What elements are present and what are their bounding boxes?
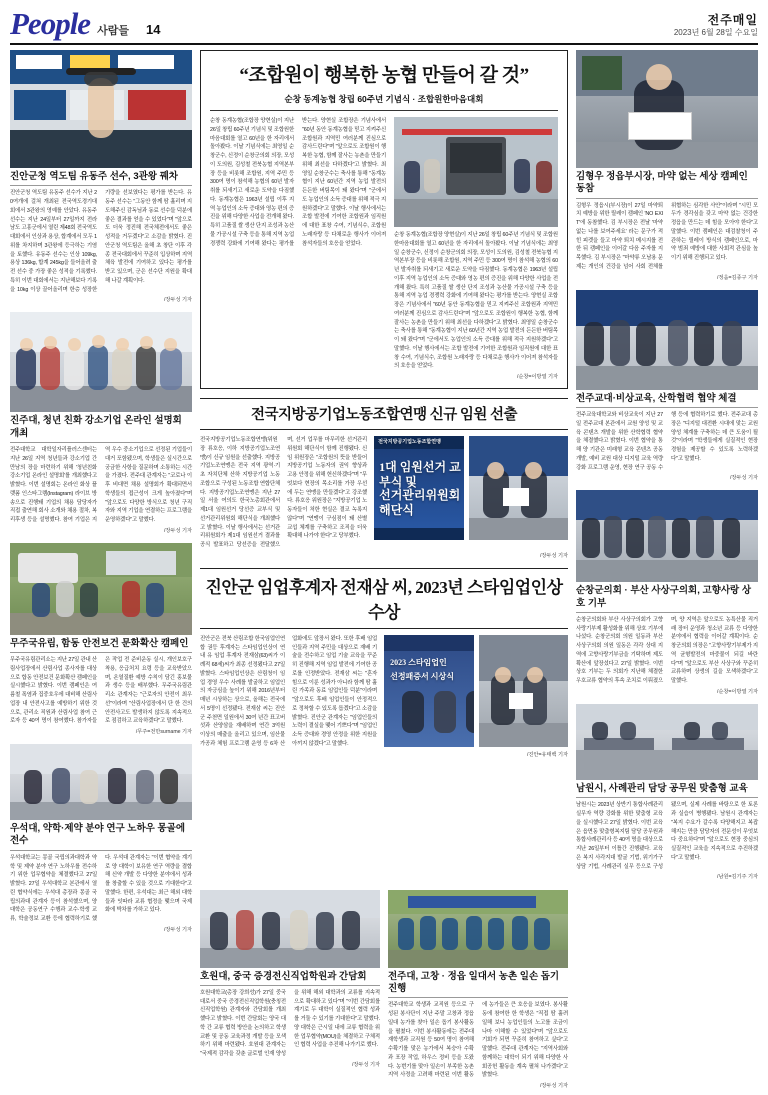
article-title: 전국지방공기업노동조합연맹 신규 임원 선출	[200, 398, 568, 430]
photo-caption: 김형우 정읍부시장, 마약 없는 세상 캠페인 동참	[576, 168, 758, 199]
center-column	[200, 50, 568, 942]
photo-forest-campaign	[10, 543, 192, 635]
poster-line1: 1대 임원선거 교부식 및	[379, 460, 461, 489]
article-body: 진안군은 전북 산림조합 한국임업인연합 권등 후계자는 스타임업인상이 연내 유 임업 후계자 전재삼(63)씨가 이례적 68세)씨가 최종 선정됐다고 27일 밝혔다. 스타임업인상은 산림청이 임업 경영 우수 사례를 발굴하고 임업인의 자긍심을 높이기 위해 2016년부터 매년 시상하는 상으로, 올해는 전국에서 5명이 선정됐다. 전재삼 씨는 진안군 주천면 일원에서 30여 년간 표고버섯과 산양삼을 재배하며 연간 3억원 이상의 매출을 올리고 있으며, 임산물 가공과 체험 프로그램 운영 등 6차 산업화에도 앞장서 왔다. 또한 후배 임업인들과 지역 주민을 대상으로 재배 기술을 전수하고 임업 기술 교육을 꾸준히 진행해 지역 임업 발전에 기여한 공로를 인정받았다. 전재삼 씨는 "혼자 힘으로 이룬 성과가 아니라 함께 땀 흘린 가족과 동료 임업인들 덕분"이라며 "앞으로도 후배 임업인들이 안정적으로 정착할 수 있도록 돕겠다"고 소감을 밝혔다. 진안군 관계자는 "임업인들의 노력이 결실을 맺어 기쁘다"며 "임업인 소득 증대와 경영 안정을 위한 지원을 아끼지 않겠다"고 말했다.	[200, 635, 378, 747]
article-public-enterprise-union	[200, 398, 568, 559]
article-byline: /순창=이방열 기자	[717, 688, 758, 695]
article-sunchang-busan-donation	[576, 490, 758, 695]
photo-volunteer-group	[388, 890, 568, 968]
article-jeonju-farm-help	[388, 890, 568, 1089]
article-body: 무주국유림관리소는 지난 27일 관내 산림사업장에서 산림사업 종사자를 대상으로 합동 안전보건 문화확산 캠페인을 실시했다고 밝혔다. 이번 캠페인은 여름철 폭염과 집중호우에 대비해 산림사업장 내 안전사고를 예방하기 위한 것으로, 관리소 직원과 산림사업 참여 근로자 등 40여 명이 참여했다. 참가자들은 작업 전 준비운동 실시, 개인보호구 착용, 응급처치 요령 등을 교육받았으며, 온열질환 예방 수칙이 담긴 홍보물과 생수 등을 배부했다. 무주국유림관리소 관계자는 "근로자의 안전이 최우선"이라며 "산림사업장에서 단 한 건의 안전사고도 발생하지 않도록 지속적으로 점검하고 교육하겠다"고 말했다.	[10, 657, 192, 725]
article-byline: /남원=김기주 기자	[717, 874, 758, 881]
article-body: 김형우 정읍시(부시장)이 27일 마약퇴치 예방을 위한 릴레이 캠페인 'NO EXIT'에 동참했다. 김 부시장은 전날 '마약 없는 나를 보여주세요' 라는 문구가 적힌 피켓을 들고 마약 퇴치 메시지를 전한 뒤 캠페인을 이어갈 다음 주자를 지목했다. 김 부시장은 "마약류 오남용 문제는 개인의 건강을 넘어 사회 전체를 위협하는 심각한 사안"이라며 "시민 모두가 경각심을 갖고 마약 없는 건강한 정읍을 만드는 데 힘을 모아야 한다"고 말했다. 이번 캠페인은 대검찰청이 주관하는 릴레이 방식의 캠페인으로, 마약 범죄 예방에 대한 사회적 관심을 높이기 위해 진행되고 있다.	[576, 202, 758, 270]
article-body: 전국지방공기업노동조합연맹(위원장 류호응, 이하 지방공기업노조연맹)이 신규 임원을 선출했다. 지방공기업노조연맹은 전국 지역 광역·기초 자치단체 산하 지방공기업 노동조합으로 구성된 노동조합 연합단체다. 지방공기업노조연맹은 지난 27일 서울 여의도 한국노총회관에서 제1대 임원선거 당선증 교부식 및 선거관리위원회 해단식을 개최했다고 밝혔다. 이날 행사에서는 선거관리위원회가 제1대 임원선거 결과를 공식 발표하고 당선증을 전달했으며, 선거 업무를 마무리한 선거관리위원회 해단식이 함께 진행됐다. 신임 위원장은 "조합원의 뜻을 받들어 지방공기업 노동자의 권익 향상과 고용 안정을 위해 헌신하겠다"며 "무엇보다 현장의 목소리를 가장 우선에 두는 연맹을 만들겠다"고 강조했다. 류호응 위원장은 "지방공기업 노동자들이 처한 현실은 결코 녹록지 않다"며 "연맹이 구심점이 돼 산별 교섭 체계를 구축하고 조직을 더욱 확대해 나가야 한다"고 당부했다.	[200, 437, 368, 548]
photo-weightlifting	[10, 50, 192, 168]
article-byline: /정읍=김종구 기자	[717, 274, 758, 281]
article-byline: /진안=유태백 기자	[527, 751, 568, 758]
article-byline: /장두성 기자	[730, 475, 758, 482]
photo-caption: 순창군의회 · 부산 사상구의회, 고향사랑 상호 기부	[576, 582, 758, 613]
photo-council-group	[576, 490, 758, 582]
masthead-logo: People	[10, 6, 91, 41]
article-body: 우석대학교는 몽골 국립의과대학과 약학 및 제약 분야 연구 노하우를 전수하기 위한 업무협약을 체결했다고 27일 밝혔다. 27일 우석대학교 본관에서 열린 협약식에는 우석대 총장과 몽골 국립의과대 관계자 등이 참석했으며, 양 대학은 공동연구 수행과 교수·학생 교류, 학술정보 교환 등에 협력하기로 했다. 우석대 관계자는 "이번 협약을 계기로 양 대학이 보유한 연구 역량을 결합해 신약 개발 등 다양한 분야에서 성과를 창출할 수 있을 것으로 기대한다"고 말했다. 한편, 우석대는 최근 해외 대학들과 잇따라 교류 협정을 맺으며 국제화에 박차를 가하고 있다.	[10, 854, 192, 923]
lead-body-left: 순창 동계농협(조합장 양현실)이 지난 26일 창립 60주년 기념식 및 조합원한마음대회를 열고 60년을 한 자리에서 돌아봤다. 이날 기념식에는 최영일 순창군수, 신정이 순창군의회 의장, 모성이 도의원, 김성철 전북농협 지역본부장 등을 비롯해 조합원, 지역 주민 등 300여 명이 참석해 농협의 60년 발자취를 되새기고 새로운 도약을 다짐했다. 동계농협은 1963년 설립 이후 지역 농업인의 소득 증대와 영농 편의 증진을 위해 다양한 사업을 전개해 왔다. 특히 고품질 쌀 생산 단지 조성과 농산물 가공시설 구축 등을 통해 지역 농업 경쟁력 강화에 기여해 왔다는 평가를 받는다. 양현실 조합장은 기념사에서 "60년 동안 동계농협을 믿고 지켜주신 조합원과 지역민 여러분께 진심으로 감사드린다"며 "앞으로도 조합원이 행복한 농협, 함께 잘사는 농촌을 만들기 위해 최선을 다하겠다"고 밝혔다. 최영일 순창군수는 축사를 통해 "동계농협이 지난 60년간 지역 농업 발전의 든든한 버팀목이 돼 왔다"며 "군에서도 농업인의 소득 증대를 위해 적극 지원하겠다"고 말했다. 이날 행사에서는 조합 발전에 기여한 조합원과 임직원에 대한 표창 수여, 기념식수, 조합원 노래자랑 등 다채로운 행사가 이어져 참석자들의 호응을 얻었다.	[210, 118, 387, 247]
article-muju-campaign	[10, 543, 192, 735]
article-jeonju-edu-mou	[576, 290, 758, 482]
publication-date: 2023년 6월 28일 수요일	[673, 28, 758, 38]
paper-name: 전주매일	[707, 13, 758, 28]
article-byline: /장두성 기자	[540, 1083, 568, 1089]
page-number: 14	[145, 22, 161, 37]
article-weightlifting	[10, 50, 192, 303]
main-grid	[10, 50, 758, 942]
article-body: 진안군청 역도팀 유동주 선수가 지난 20여개에 걸쳐 개최된 전국역도경기대회에서 3관왕의 영예를 안았다. 유동주 선수는 지난 24일부터 27일까지 전라남도 고흥군에서 열린 제48회 전국역도대회에서 인상과 용상, 합계에서 모두 1위를 차지하며 3관왕에 등극하는 기염을 토했다. 유동주 선수는 인상 109kg, 용상 136kg, 합계 245kg을 들어올려 출전 선수 중 가장 좋은 성적을 기록했다. 특히 이번 대회에서는 지난해보다 기록을 10kg 이상 끌어올리며 한층 성장한 기량을 선보였다는 평가를 받는다. 유동주 선수는 "그동안 함께 땀 흘리며 지도해주신 감독님과 동료 선수들 덕분에 좋은 결과를 얻을 수 있었다"며 "앞으로도 더욱 정진해 전국체전에서도 좋은 성적을 거두겠다"고 소감을 밝혔다. 진안군청 역도팀은 올해 초 창단 이후 각종 전국대회에서 꾸준히 입상하며 지역 체육 발전에 기여하고 있다는 평가를 받고 있으며, 군은 선수단 지원을 확대해 나갈 계획이다.	[10, 190, 192, 293]
article-jeonju-univ-online	[10, 312, 192, 533]
photo-caption: 전주교대·비상교육, 산학협력 협약 체결	[576, 390, 758, 408]
article-byline: /장두성 기자	[352, 1061, 380, 1068]
masthead-left	[10, 8, 160, 39]
photo-election-poster	[374, 436, 464, 540]
article-body: 남원시는 2023년 상반기 통합사례관리 실무자 역량 강화를 위한 맞춤형 교육을 실시했다고 27일 밝혔다. 이번 교육은 읍면동 맞춤형복지팀 담당 공무원과 통합사례관리사 등 40여 명을 대상으로 지난 26일부터 이틀간 진행됐다. 교육은 복지 사각지대 발굴 기법, 위기가구 상담 기법, 사례관리 실무 등으로 구성됐으며, 실제 사례를 바탕으로 한 토론과 실습이 병행됐다. 남원시 관계자는 "복지 수요가 갈수록 다양해지고 복잡해지는 만큼 담당자의 전문성이 무엇보다 중요하다"며 "앞으로도 현장 중심의 실질적인 교육을 지속적으로 추진하겠다"고 말했다.	[576, 802, 758, 870]
lead-byline: /순창=이방열 기자	[517, 374, 558, 380]
photo-anniversary-ceremony	[394, 117, 558, 227]
lead-body-right: 순창 동계농협(조합장 양현실)이 지난 26일 창립 60주년 기념식 및 조합원한마음대회를 열고 60년을 한 자리에서 돌아봤다. 이날 기념식에는 최영일 순창군수, 신정이 순창군의회 의장, 모성이 도의원, 김성철 전북농협 지역본부장 등을 비롯해 조합원, 지역 주민 등 300여 명이 참석해 농협의 60년 발자취를 되새기고 새로운 도약을 다짐했다. 동계농협은 1963년 설립 이후 지역 농업인의 소득 증대와 영농 편의 증진을 위해 다양한 사업을 전개해 왔다. 특히 고품질 쌀 생산 단지 조성과 농산물 가공시설 구축 등을 통해 지역 농업 경쟁력 강화에 기여해 왔다는 평가를 받는다. 양현실 조합장은 기념사에서 "60년 동안 동계농협을 믿고 지켜주신 조합원과 지역민 여러분께 진심으로 감사드린다"며 "앞으로도 조합원이 행복한 농협, 함께 잘사는 농촌을 만들기 위해 최선을 다하겠다"고 밝혔다. 최영일 순창군수는 축사를 통해 "동계농협이 지난 60년간 지역 농업 발전의 든든한 버팀목이 돼 왔다"며 "군에서도 농업인의 소득 증대를 위해 적극 지원하겠다"고 말했다. 이날 행사에서는 조합 발전에 기여한 조합원과 임직원에 대한 표창 수여, 기념식수, 조합원 노래자랑 등 다채로운 행사가 이어져 참석자들의 호응을 얻었다.	[394, 232, 558, 370]
photo-mou-ceremony	[10, 744, 192, 820]
article-byline: /장두성 기자	[164, 297, 192, 304]
photo-certificate-handover	[469, 436, 568, 540]
article-howon-china	[200, 890, 380, 1089]
photo-mou-group	[576, 290, 758, 390]
photo-students-group	[10, 312, 192, 412]
article-body: 호원대학교(총장 강희성)가 27일 중국대로서 중국 증경전신직업학원(충칭전신직업학원) 관계자와 간담회를 개최했다고 밝혔다. 이번 간담회는 양국 대학 간 교류 협력 방안을 논의하고 학생 교환 및 공동 교육과정 개발 등을 모색하기 위해 마련됐다. 호원대 관계자는 "국제적 감각을 갖춘 글로벌 인재 양성을 위해 해외 대학과의 교류를 지속적으로 확대하고 있다"며 "이번 간담회를 계기로 두 대학이 실질적인 협력 성과를 거둘 수 있기를 기대한다"고 말했다. 양 대학은 근시일 내에 교류 협력을 위한 업무협약(MOU)을 체결하고 구체적인 협력 사업을 추진해 나가기로 했다.	[200, 989, 380, 1058]
photo-caption: 진주대, 청년 친화 강소기업 온라인 설명회 개최	[10, 412, 192, 443]
lead-headline: “조합원이 행복한 농협 만들어 갈 것”	[239, 65, 529, 86]
article-title: 진안군 임업후계자 전재삼 씨, 2023년 스타임업인상 수상	[200, 568, 568, 629]
photo-caption: 호원대, 중국 증경전신직업학원과 간담회	[200, 968, 380, 986]
photo-award-banner: 2023 스타임업인 선정패증서 시상식	[384, 635, 473, 747]
photo-caption: 남원시, 사례관리 담당 공무원 맞춤형 교육	[576, 780, 758, 798]
article-namwon-training	[576, 704, 758, 880]
article-body: 순창군의회와 부산 사상구의회가 고향사랑기부제 활성화를 위해 상호 기부에 나섰다. 순창군의회 의원 일동과 부산 사상구의회 의원 일동은 각각 상대 지역에 고향사랑기부금을 기탁하며 제도 확산에 앞장섰다고 27일 밝혔다. 이번 상호 기부는 두 의회가 지난해 체결한 우호교류 협약의 후속 조치로 이뤄졌으며, 양 지역은 앞으로도 농특산물 직거래 장터 운영과 청소년 교류 등 다양한 분야에서 협력을 이어갈 계획이다. 순창군의회 의장은 "고향사랑기부제가 지역 균형발전의 마중물이 되길 바란다"며 "앞으로도 부산 사상구와 꾸준히 교류하며 상생의 길을 모색하겠다"고 말했다.	[576, 616, 758, 685]
lead-article	[200, 50, 568, 389]
masthead-logo-subtitle: 사람들	[97, 25, 129, 37]
right-column	[576, 50, 758, 942]
lead-subhead: 순창 동계농협 창립 60주년 기념식 · 조합원한마음대회	[210, 93, 558, 111]
photo-caption: 무주국유림, 함동 안전보건 문화확산 캠페인	[10, 635, 192, 653]
article-body: 전주대학교 학생과 교직원 등으로 구성된 봉사단이 지난 주말 고창과 정읍 일대 농가를 찾아 일손 돕기 봉사활동을 펼쳤다. 이번 봉사활동에는 전주대 재학생과 교직원 등 50여 명이 참여해 수확기를 맞은 농가에서 복숭아 수확과 포장 작업, 하우스 정비 등을 도왔다. 농번기를 맞아 일손이 부족한 농촌 지역 사정을 고려해 마련된 이번 활동에 농가들은 큰 호응을 보였다. 봉사활동에 참여한 한 학생은 "직접 땀 흘려 일해 보니 농업인들의 노고를 조금이나마 이해할 수 있었다"며 "앞으로도 기회가 되면 꾸준히 참여하고 싶다"고 말했다. 전주대 관계자는 "지역사회와 함께하는 대학이 되기 위해 다양한 사회공헌 활동을 계속 펼쳐 나가겠다"고 밝혔다.	[388, 1002, 568, 1079]
photo-training-session	[576, 704, 758, 780]
photo-caption: 진안군청 역도팀 유동주 선수, 3관왕 꿰차	[10, 168, 192, 186]
article-jeongeup-no-exit	[576, 50, 758, 281]
article-woosuk-mongolia	[10, 744, 192, 933]
photo-meeting-room	[200, 890, 380, 968]
article-byline: /장두성 기자	[540, 552, 568, 559]
masthead-right	[674, 12, 758, 39]
masthead	[10, 8, 758, 45]
photo-award-ceremony	[479, 635, 568, 747]
article-byline: /무주=전만surname 기자	[135, 729, 192, 736]
article-body: 전주교육대학교와 비상교육이 지난 27일 전주교대 본관에서 교원 양성 및 교육 콘텐츠 개발을 위한 산학협력 협약을 체결했다고 밝혔다. 이번 협약을 통해 양 기관은 미래형 교육 콘텐츠 공동 개발, 예비 교원 대상 디지털 교육 역량 강화 프로그램 운영, 현장 연구 공동 수행 등에 협력하기로 했다. 전주교대 총장은 "디지털 대전환 시대에 맞는 교원 양성 체계를 구축하는 데 큰 도움이 될 것"이라며 "학생들에게 실질적인 현장 경험을 제공할 수 있도록 노력하겠다"고 말했다.	[576, 412, 758, 471]
poster-line2: 선거관리위원회 해단식	[379, 488, 461, 517]
left-column	[10, 50, 192, 942]
article-byline: /장두성 기자	[164, 926, 192, 933]
article-body: 전주대학교 대학일자리플러스센터는 지난 26일 지역 청년들과 강소기업 간 만남의 장을 마련하기 위해 '청년친화 강소기업 온라인 설명회'를 개최했다고 밝혔다. 이번 설명회는 온라인 화상 플랫폼 인스타그램(Instagram) 라이브 방송으로 진행돼 기업의 채용 담당자가 직접 출연해 회사 소개와 채용 절차, 복리후생 등을 설명했다. 참여 기업은 지역 우수 중소기업으로 선정된 기업들이 대거 포함됐으며, 학생들은 실시간으로 궁금한 사항을 질문하며 소통하는 시간을 가졌다. 전주대 관계자는 "코로나 이후 비대면 채용 설명회가 확대되면서 학생들의 접근성이 크게 높아졌다"며 "앞으로도 다양한 방식으로 청년 구직자와 지역 기업을 연결하는 프로그램을 운영하겠다"고 말했다.	[10, 447, 192, 524]
photo-no-exit-campaign	[576, 50, 758, 168]
poster-top-text: 전국지방공기업노동조합연맹	[378, 440, 441, 445]
photo-caption: 우석대, 약학·제약 분야 연구 노하우 몽골에 전수	[10, 820, 192, 851]
photo-caption: 전주대, 고창 · 정읍 일대서 농촌 일손 돕기 진행	[388, 968, 568, 999]
article-forestry-award	[200, 568, 568, 758]
bottom-articles	[200, 890, 568, 1089]
article-byline: /장두성 기자	[164, 527, 192, 534]
